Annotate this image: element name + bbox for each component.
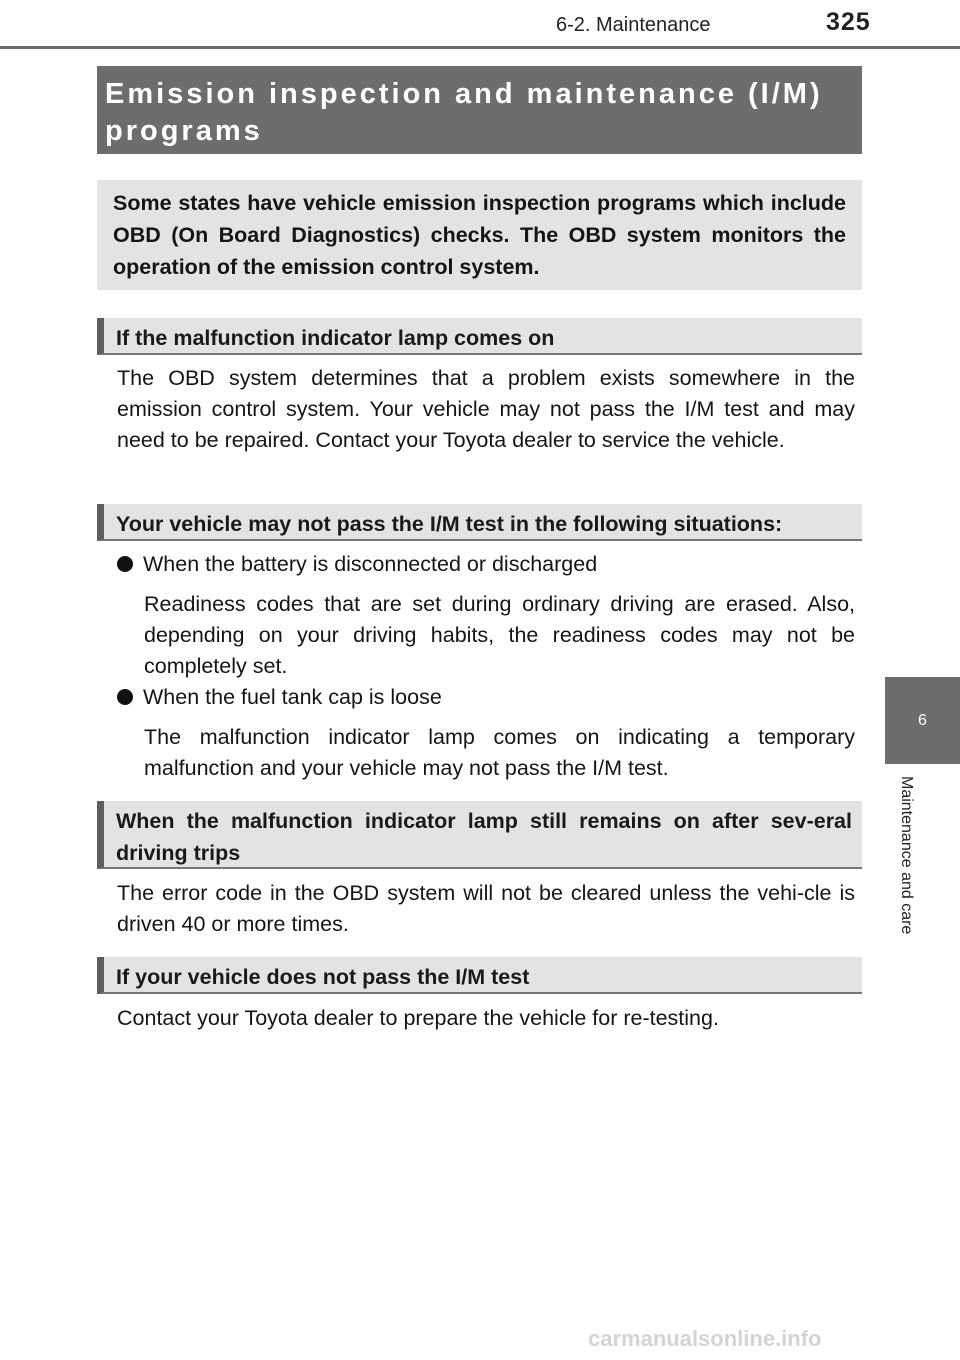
page-number: 325	[826, 8, 871, 36]
page-title-banner	[97, 66, 862, 154]
lamp-on-paragraph: The OBD system determines that a problem exists somewhere in the emission control system. Your vehicle may not pass the I/M test and may need to be repaired. Contact your Toyota dealer to service the vehicle.	[117, 366, 855, 452]
not-pass-paragraph: Contact your Toyota dealer to prepare the vehicle for re-testing.	[117, 1006, 719, 1030]
intro-box	[97, 180, 862, 290]
bullet-text: When the fuel tank cap is loose	[143, 685, 442, 709]
chapter-number: 6	[918, 711, 927, 729]
section-label: 6-2. Maintenance	[556, 14, 711, 36]
bullet-text: When the battery is disconnected or discharged	[143, 552, 598, 576]
page-title: Emission inspection and maintenance (I/M) programs	[105, 78, 823, 147]
bullet-detail: Readiness codes that are set during ordinary driving are erased. Also, depending on your driving habits, the readiness codes may not be completely set.	[144, 592, 855, 678]
bullet-detail: The malfunction indicator lamp comes on indicating a temporary malfunction and your vehicle may not pass the I/M test.	[144, 725, 855, 780]
lamp-remains-paragraph: The error code in the OBD system will not be cleared unless the vehi-cle is driven 40 or more times.	[117, 881, 855, 936]
bullet-item	[117, 549, 855, 580]
subheading-text: When the malfunction indicator lamp still remains on after sev-eral driving trips	[116, 809, 852, 865]
chapter-tab	[885, 677, 960, 764]
subheading-text: If the malfunction indicator lamp comes on	[116, 326, 555, 350]
chapter-label: Maintenance and care	[898, 776, 915, 935]
intro-text: Some states have vehicle emission inspection programs which include OBD (On Board Diagnostics) checks. The OBD system monitors the operation of the emission control system.	[113, 191, 846, 279]
subheading-lamp-on	[97, 318, 862, 355]
bullet-item	[117, 682, 855, 713]
subheading-lamp-remains	[97, 801, 862, 869]
subheading-text: If your vehicle does not pass the I/M test	[116, 965, 530, 989]
bullet-dot-icon	[117, 556, 133, 572]
watermark: carmanualsonline.info	[588, 1326, 822, 1351]
bullet-dot-icon	[117, 689, 133, 705]
subheading-text: Your vehicle may not pass the I/M test in the following situations:	[116, 512, 783, 536]
header-divider	[0, 46, 960, 49]
subheading-fail-situations	[97, 504, 862, 541]
subheading-not-pass	[97, 957, 862, 994]
